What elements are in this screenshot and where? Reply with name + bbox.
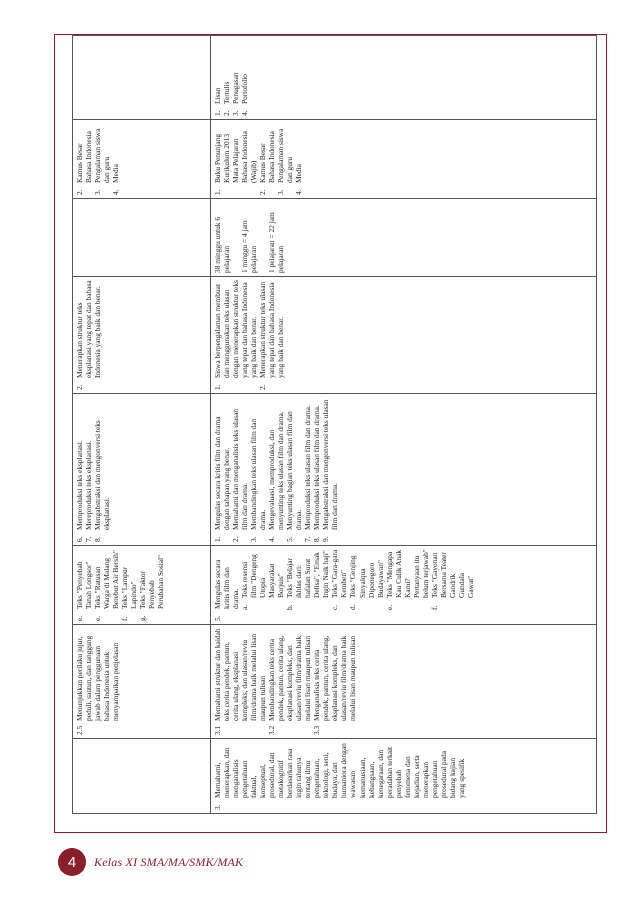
- item-text: Penugasan: [231, 72, 241, 104]
- item-text: Teks "Mengapa Kau Culik Anak Kami? Pertanyaan itu belum terjawab": [384, 549, 430, 598]
- item-number: d.: [348, 604, 358, 610]
- list-item: [93, 549, 120, 621]
- list-item: [93, 397, 111, 542]
- item-number: 1.: [213, 110, 222, 116]
- cell-indikator: [73, 277, 211, 394]
- item-number: 9.: [321, 536, 331, 542]
- cell-ki: [73, 739, 211, 814]
- item-text: Menerapkan struktur teks ulasan yang tepat dan bahasa Indonesia yang baik dan benar.: [258, 281, 286, 378]
- list-item: [213, 742, 466, 810]
- item-number: 4.: [267, 536, 277, 542]
- item-number: e.: [75, 615, 84, 621]
- item-text: Menyunting bagian teks ulasan film dan drama.: [285, 411, 304, 530]
- item-number: f.: [429, 605, 439, 610]
- list-item: [303, 397, 312, 542]
- item-text: Teks resensi film "Dengeng Utopia Masyarakat Borjuis": [240, 554, 286, 598]
- list-item: [213, 628, 267, 735]
- list-item: [213, 123, 258, 195]
- cell-kd: [73, 625, 211, 739]
- item-text: Kamus Besar Bahasa Indonesia: [75, 131, 94, 183]
- list-item: [285, 397, 303, 542]
- item-text: Menunjukkan perilaku jujur, peduli, santun, dan tanggung jawab dalam penggunaan bahasa Indonesia untuk menyampaikan penjelasan: [75, 635, 121, 721]
- item-number: 3.: [231, 110, 241, 116]
- cell-indikator: [211, 277, 597, 394]
- materi-sub-list: [240, 549, 475, 610]
- item-number: 2.5: [75, 725, 84, 735]
- cell-waktu: [211, 199, 597, 277]
- item-text: Teks "Gara-gara Kemben": [330, 549, 349, 598]
- item-number: a.: [240, 604, 250, 610]
- cell-waktu: [73, 199, 211, 277]
- item-text: Kamus Besar Bahasa Indonesia: [258, 131, 277, 183]
- list-item: [321, 397, 339, 542]
- list-item: [267, 397, 285, 542]
- cell-sumber: [211, 120, 597, 199]
- item-number: 2.: [231, 536, 241, 542]
- item-number: 2.: [75, 384, 84, 390]
- list-item: [240, 39, 249, 116]
- cell-pembelajaran: [73, 394, 211, 546]
- table-row: [211, 36, 597, 814]
- item-text: Membandingkan teks ulasan film dan drama.: [249, 418, 268, 530]
- item-text: Menerapkan struktur teks eksplanasi yang tepat dan bahasa Indonesia yang baik dan benar.: [75, 280, 103, 378]
- list-item: [75, 397, 84, 542]
- list-item: [222, 39, 231, 116]
- time-allocation: 38 minggu untuk 6 pelajaran: [213, 216, 232, 273]
- list-item: [430, 549, 475, 610]
- item-number: 2.: [258, 384, 268, 390]
- list-item: [213, 39, 222, 116]
- list-item: [348, 549, 384, 610]
- item-text: Media: [294, 164, 304, 183]
- item-text: Memproduksi teks ulasan film dan drama.: [312, 405, 322, 530]
- item-text: Memproduksi teks ulasan film dan drama.: [303, 405, 313, 530]
- item-text: Portofolio: [240, 74, 250, 104]
- cell-penilaian: [73, 36, 211, 120]
- page-footer: [58, 848, 243, 876]
- item-number: 1.: [213, 536, 222, 542]
- list-item: [231, 39, 240, 116]
- list-item: [285, 549, 330, 610]
- list-item: [276, 123, 294, 195]
- item-number: 4.: [240, 110, 250, 116]
- item-text: Memahami, menerapkan, dan menganalisis pengetahuan faktual, konseptual, prosedural, dan metakognitif berdasarkan rasa ingin tahunya tentang ilmu pengetahuan, teknologi, seni, budaya, dan humaniora dengan wawasan kemanusiaan, kebangsaan, kenegaraan, dan peradaban terkait penyebab fenomena dan kejadian, serta menerapkan pengetahuan prosedural pada bidang kajian yang spesifik: [213, 743, 466, 798]
- item-text: Buku Penunjang Kurikulum 2013 Mata Pelajaran Bahasa Indonesia (Wajib): [213, 131, 259, 183]
- item-number: 3.: [93, 189, 103, 195]
- item-text: Media: [111, 164, 121, 183]
- item-number: g.: [138, 615, 148, 621]
- list-item: [75, 280, 102, 390]
- item-number: f.: [120, 616, 130, 621]
- list-item: [111, 123, 120, 195]
- item-text: Mengabstraksi dan mengonversi teks ulasan film dan drama.: [321, 399, 340, 530]
- item-text: Lisan: [213, 87, 222, 104]
- item-number: 4.: [111, 189, 121, 195]
- item-number: 8.: [312, 536, 322, 542]
- item-number: 2.: [75, 189, 84, 195]
- time-allocation: 1 pelajaran = 22 jam pelajaran: [267, 212, 286, 273]
- item-number: 2.: [258, 189, 268, 195]
- item-text: Tertulis: [222, 81, 232, 104]
- page-number-badge: 4: [58, 848, 86, 876]
- item-number: 3.1: [213, 725, 222, 735]
- item-text: Mengulas secara kritis film dan drama dengan tahapan yang benar.: [213, 416, 232, 530]
- list-item: [267, 628, 312, 735]
- syllabus-table: [72, 35, 597, 814]
- item-number: c.: [330, 604, 340, 610]
- item-number: 3.2: [267, 725, 277, 735]
- cell-sumber: [73, 120, 211, 199]
- item-number: e.: [384, 604, 394, 610]
- list-item: [93, 123, 111, 195]
- list-item: [75, 628, 120, 735]
- list-item: [330, 549, 348, 610]
- list-item: [312, 628, 357, 735]
- item-text: Teks "Ratusan Warga di Malang Berebut Air Bersih": [93, 550, 121, 609]
- cell-ki: [211, 739, 597, 814]
- item-text: Teks "Gayonan Bersama Teater Gandrik Gundala Gawat": [429, 552, 475, 598]
- item-text: Mengabstraksi dan mengonversi teks eksplanasi.: [93, 420, 112, 530]
- cell-materi: [211, 546, 597, 625]
- item-text: Memproduksi teks eksplanasi.: [75, 440, 84, 530]
- item-text: Mereproduksi teks eksplanasi.: [84, 440, 94, 530]
- cell-materi: [73, 546, 211, 625]
- item-text: Pengalaman siswa dan guru: [93, 128, 112, 183]
- item-number: 5.: [213, 615, 222, 621]
- list-item: [213, 280, 258, 390]
- list-item: [294, 123, 303, 195]
- item-text: Mengevaluasi, memproduksi, dan menyunting teks ulasan film dan drama.: [267, 411, 286, 530]
- item-text: Teks "Belajar ikhlas dari: hafalan Surat Delisa", "Emak Ingin Naik haji": [285, 550, 331, 598]
- list-item: [249, 397, 267, 542]
- item-number: 8.: [93, 536, 103, 542]
- list-item: [120, 549, 138, 621]
- item-text: Siswa berpengalaman membuat dan menggunakan teks ulasan dengan menerapkan struktur teks yang tepat dan bahasa Indonesia yang baik dan benar.: [213, 280, 259, 378]
- item-text: Mengulas secara kritis film dan drama.: [213, 559, 241, 609]
- item-number: 6.: [75, 536, 84, 542]
- item-number: e.: [93, 615, 103, 621]
- cell-pembelajaran: [211, 394, 597, 546]
- list-item: [385, 549, 430, 610]
- item-number: 3.3: [312, 725, 322, 735]
- footer-title: Kelas XI SMA/MA/SMK/MAK: [94, 854, 244, 869]
- list-item: [258, 123, 276, 195]
- item-text: Membandingkan teks cerita pendek, pantun, cerita ulang, eksplanasi kompleks, dan ulasan/reviu film/drama baik melalui lisan maupun tulisan: [267, 635, 313, 721]
- cell-penilaian: [211, 36, 597, 120]
- item-text: Teks "Genjing Sinyalqua Diponegoro Budayawan": [348, 555, 385, 598]
- time-allocation: 1 minggu = 4 jam pelajaran: [240, 220, 259, 273]
- item-number: 7.: [84, 536, 94, 542]
- item-number: 4.: [294, 189, 304, 195]
- list-item: [231, 397, 249, 542]
- list-item: [138, 549, 165, 621]
- item-text: Menganalisis teks cerita pendek, pantun, cerita ulang, eksplanasi kompleks, dan ulasan/reviu film/drama baik melalui lisan maupun tulisan: [312, 635, 358, 721]
- item-text: Teks "Penyebab Tanah Longsor": [75, 561, 94, 609]
- table-row: [73, 36, 211, 814]
- list-item: [75, 549, 93, 621]
- item-number: 5.: [285, 536, 295, 542]
- list-item: [75, 123, 93, 195]
- item-text: Teks "Lampur Lapindo": [120, 566, 139, 609]
- item-number: 2.: [222, 110, 232, 116]
- list-item: [240, 549, 285, 610]
- list-item: [213, 549, 240, 621]
- item-number: 3.: [213, 804, 222, 810]
- item-text: Teks "Faktor Penyebab Perubahan Sosial": [138, 554, 166, 609]
- item-text: Memahami struktur dan kaidah teks cerita pendek, pantun, cerita ulang, eksplanasi kompleks, dan ulasan/reviu film/drama baik melalui lisan maupun tulisan: [213, 628, 268, 721]
- item-number: 1.: [213, 384, 222, 390]
- list-item: [84, 397, 93, 542]
- syllabus-table-rotated: [72, 36, 594, 814]
- list-item: [213, 397, 231, 542]
- item-number: 1.: [213, 189, 222, 195]
- list-item: [258, 280, 285, 390]
- item-text: Pengalaman siswa dan guru: [276, 128, 295, 183]
- cell-kd: [211, 625, 597, 739]
- item-text: Memahami dan menganalisis teks ulasan film dan drama.: [231, 408, 250, 530]
- item-number: 7.: [303, 536, 313, 542]
- list-item: [312, 397, 321, 542]
- item-number: 3.: [276, 189, 286, 195]
- item-number: b.: [285, 604, 295, 610]
- item-number: 3.: [249, 536, 259, 542]
